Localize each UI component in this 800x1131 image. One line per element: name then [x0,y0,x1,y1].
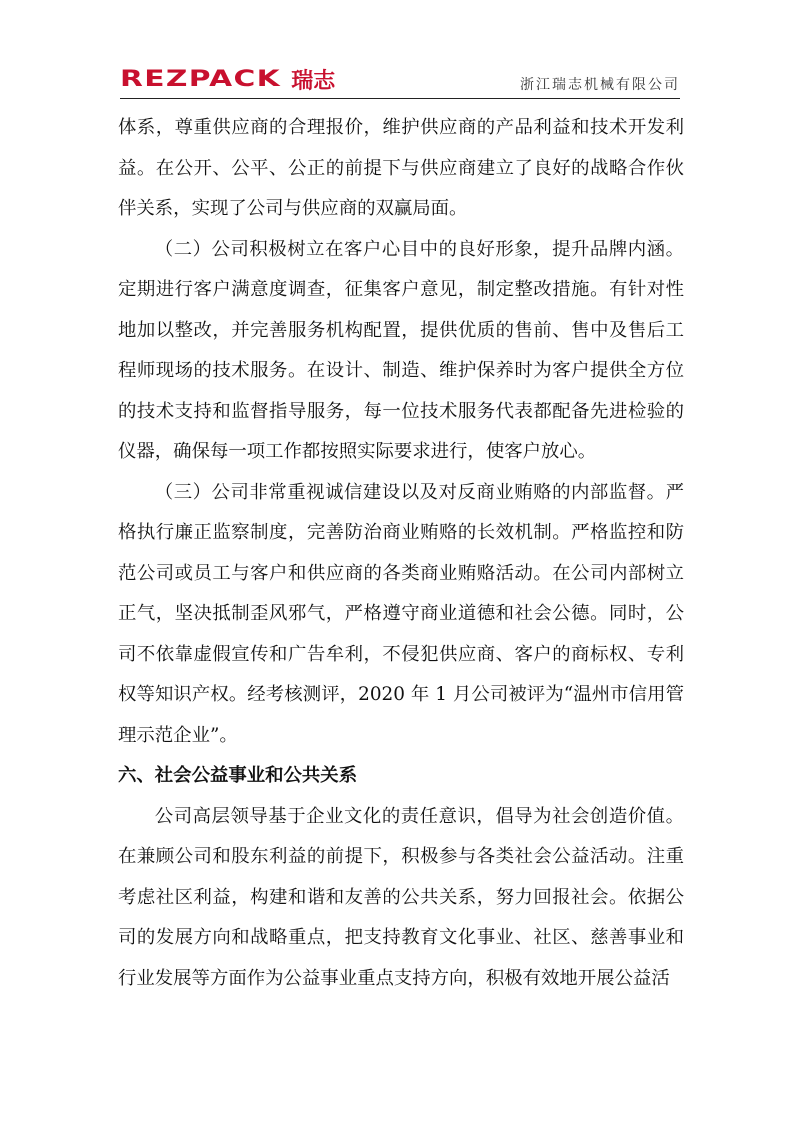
paragraph-integrity: （三）公司非常重视诚信建设以及对反商业贿赂的内部监督。严格执行廉正监察制度，完善防治商业贿赂的长效机制。严格监控和防范公司或员工与客户和供应商的各类商业贿赂活动。在公司内部树立正气，坚决抵制歪风邪气，严格遵守商业道德和社会公德。同时，公司不依靠虚假宣传和广告牟利，不侵犯供应商、客户的商标权、专利权等知识产权。经考核测评，2020 年 1 月公司被评为“温州市信用管理示范企业”。 [118,481,684,746]
logo-latin-text: REZPACK [120,67,281,92]
logo-chinese-text: 瑞志 [291,69,336,94]
page-header [120,62,680,100]
paragraph-brand-image: （二）公司积极树立在客户心目中的良好形象，提升品牌内涵。定期进行客户满意度调查，征集客户意见，制定整改措施。有针对性地加以整改，并完善服务机构配置，提供优质的售前、售中及售后工程师现场的技术服务。在设计、制造、维护保养时为客户提供全方位的技术支持和监督指导服务，每一位技术服务代表都配备先进检验的仪器，确保每一项工作都按照实际要求进行，使客户放心。 [118,238,684,462]
section-heading: 六、社会公益事业和公共关系 [118,765,358,786]
paragraph-public-welfare: 公司高层领导基于企业文化的责任意识，倡导为社会创造价值。在兼顾公司和股东利益的前提下，积极参与各类社会公益活动。注重考虑社区利益，构建和谐和友善的公共关系，努力回报社会。依据公司的发展方向和战略重点，把支持教育文化事业、社区、慈善事业和行业发展等方面作为公益事业重点支持方向，积极有效地开展公益活 [118,805,684,989]
paragraph-continued: 体系，尊重供应商的合理报价，维护供应商的产品利益和技术开发利益。在公开、公平、公正的前提下与供应商建立了良好的战略合作伙伴关系，实现了公司与供应商的双赢局面。 [118,117,684,219]
document-body [118,108,684,999]
company-name: 浙江瑞志机械有限公司 [520,77,680,93]
company-logo [120,64,335,95]
header-divider [120,98,680,99]
